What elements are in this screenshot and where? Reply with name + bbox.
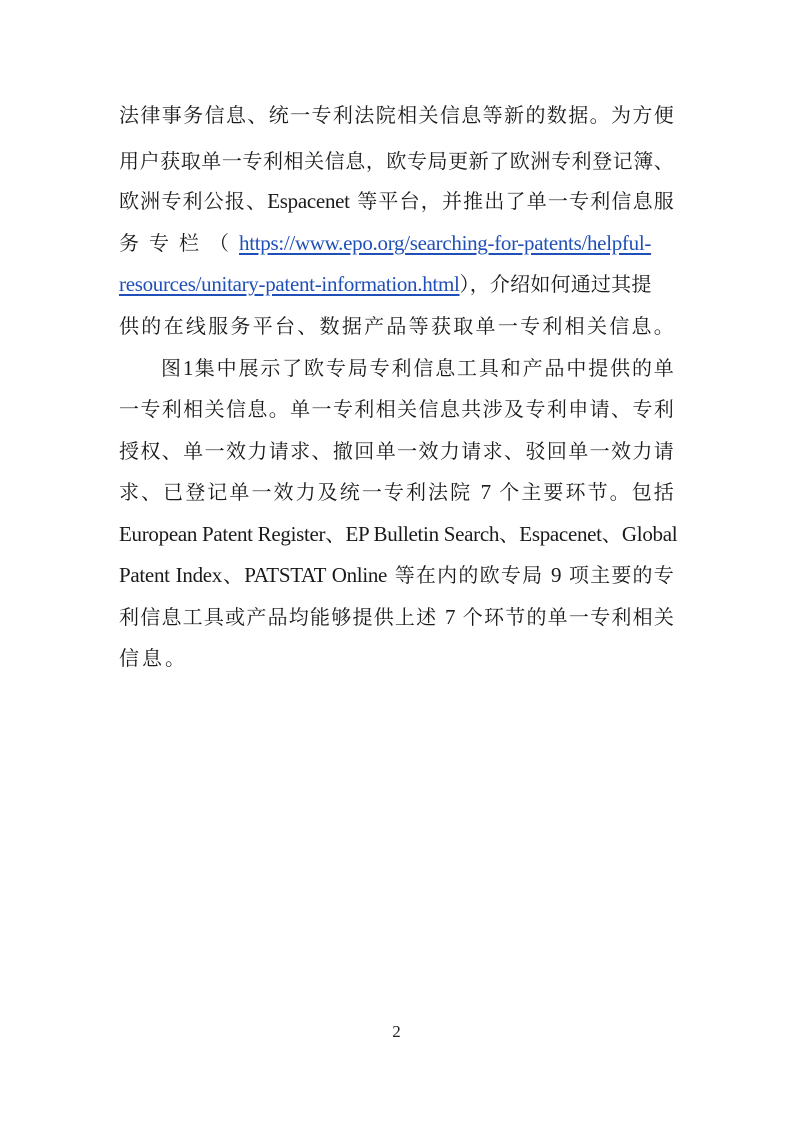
- count-number: 9: [551, 563, 562, 587]
- figure-number: 1: [182, 356, 194, 380]
- paragraph-2-line-5: [119, 514, 678, 554]
- paragraph-2-line-4: [119, 472, 674, 512]
- text-run: 集中展示了欧专局专利信息工具和产品中提供的单: [193, 356, 675, 380]
- paragraph-1-line-4: [119, 223, 674, 263]
- unitary-patent-info-link-continued[interactable]: resources/unitary-patent-information.html: [119, 272, 460, 296]
- paragraph-1-line-6: [119, 306, 674, 346]
- product-name: PATSTAT Online: [244, 563, 388, 587]
- text-run: 、: [499, 522, 520, 546]
- text-run: 、: [601, 522, 622, 546]
- text-run: 求、已登记单一效力及统一专利法院: [119, 480, 473, 504]
- text-run: 利信息工具或产品均能够提供上述: [119, 605, 438, 629]
- paragraph-2-line-6: [119, 555, 674, 595]
- text-run: 个主要环节。包括: [499, 480, 675, 504]
- text-run: 供的在线服务平台、数据产品等获取单一专利相关信息。: [119, 314, 674, 338]
- text-run: 欧洲专利公报、: [119, 189, 268, 213]
- text-run: 用户获取单一专利相关信息，欧专局更新了欧洲专利登记簿、: [119, 149, 674, 173]
- paragraph-1-line-3: [119, 181, 674, 221]
- text-run: 、: [222, 563, 245, 587]
- count-number: 7: [444, 605, 456, 629]
- text-run: 授权、单一效力请求、撤回单一效力请求、驳回单一效力请: [119, 439, 674, 463]
- text-run: 项主要的专: [568, 563, 675, 587]
- text-run: 信息。: [119, 646, 188, 670]
- paragraph-2-line-1: [161, 348, 674, 388]
- text-run: ），介绍如何通过其提: [459, 272, 652, 296]
- product-name: Global: [621, 522, 678, 546]
- text-run: 图: [161, 356, 183, 380]
- espacenet-term: Espacenet: [267, 189, 350, 213]
- paragraph-2-line-3: [119, 431, 674, 471]
- text-run: 等平台，并推出了单一专利信息服: [357, 189, 675, 213]
- product-name: EP Bulletin Search: [345, 522, 500, 546]
- text-run: 、: [325, 522, 346, 546]
- paragraph-1-line-5: [119, 264, 674, 304]
- unitary-patent-info-link[interactable]: https://www.epo.org/searching-for-patents/helpful-: [239, 231, 652, 255]
- text-run: 一专利相关信息。单一专利相关信息共涉及专利申请、专利: [119, 397, 674, 421]
- paragraph-2-line-2: [119, 389, 674, 429]
- product-name: Espacenet: [519, 522, 602, 546]
- text-run: 务专栏（: [119, 231, 239, 255]
- text-run: 个环节的单一专利相关: [462, 605, 675, 629]
- paragraph-2-line-7: [119, 597, 674, 637]
- paragraph-1-line-1: [119, 95, 674, 135]
- text-run: 等在内的欧专局: [394, 563, 544, 587]
- paragraph-2-line-8: [119, 638, 674, 678]
- count-number: 7: [480, 480, 491, 504]
- product-name: European Patent Register: [119, 522, 326, 546]
- page-number: 2: [392, 1022, 401, 1041]
- text-run: 法律事务信息、统一专利法院相关信息等新的数据。为方便: [119, 103, 674, 127]
- paragraph-1-line-2: [119, 141, 674, 181]
- product-name: Patent Index: [119, 563, 222, 587]
